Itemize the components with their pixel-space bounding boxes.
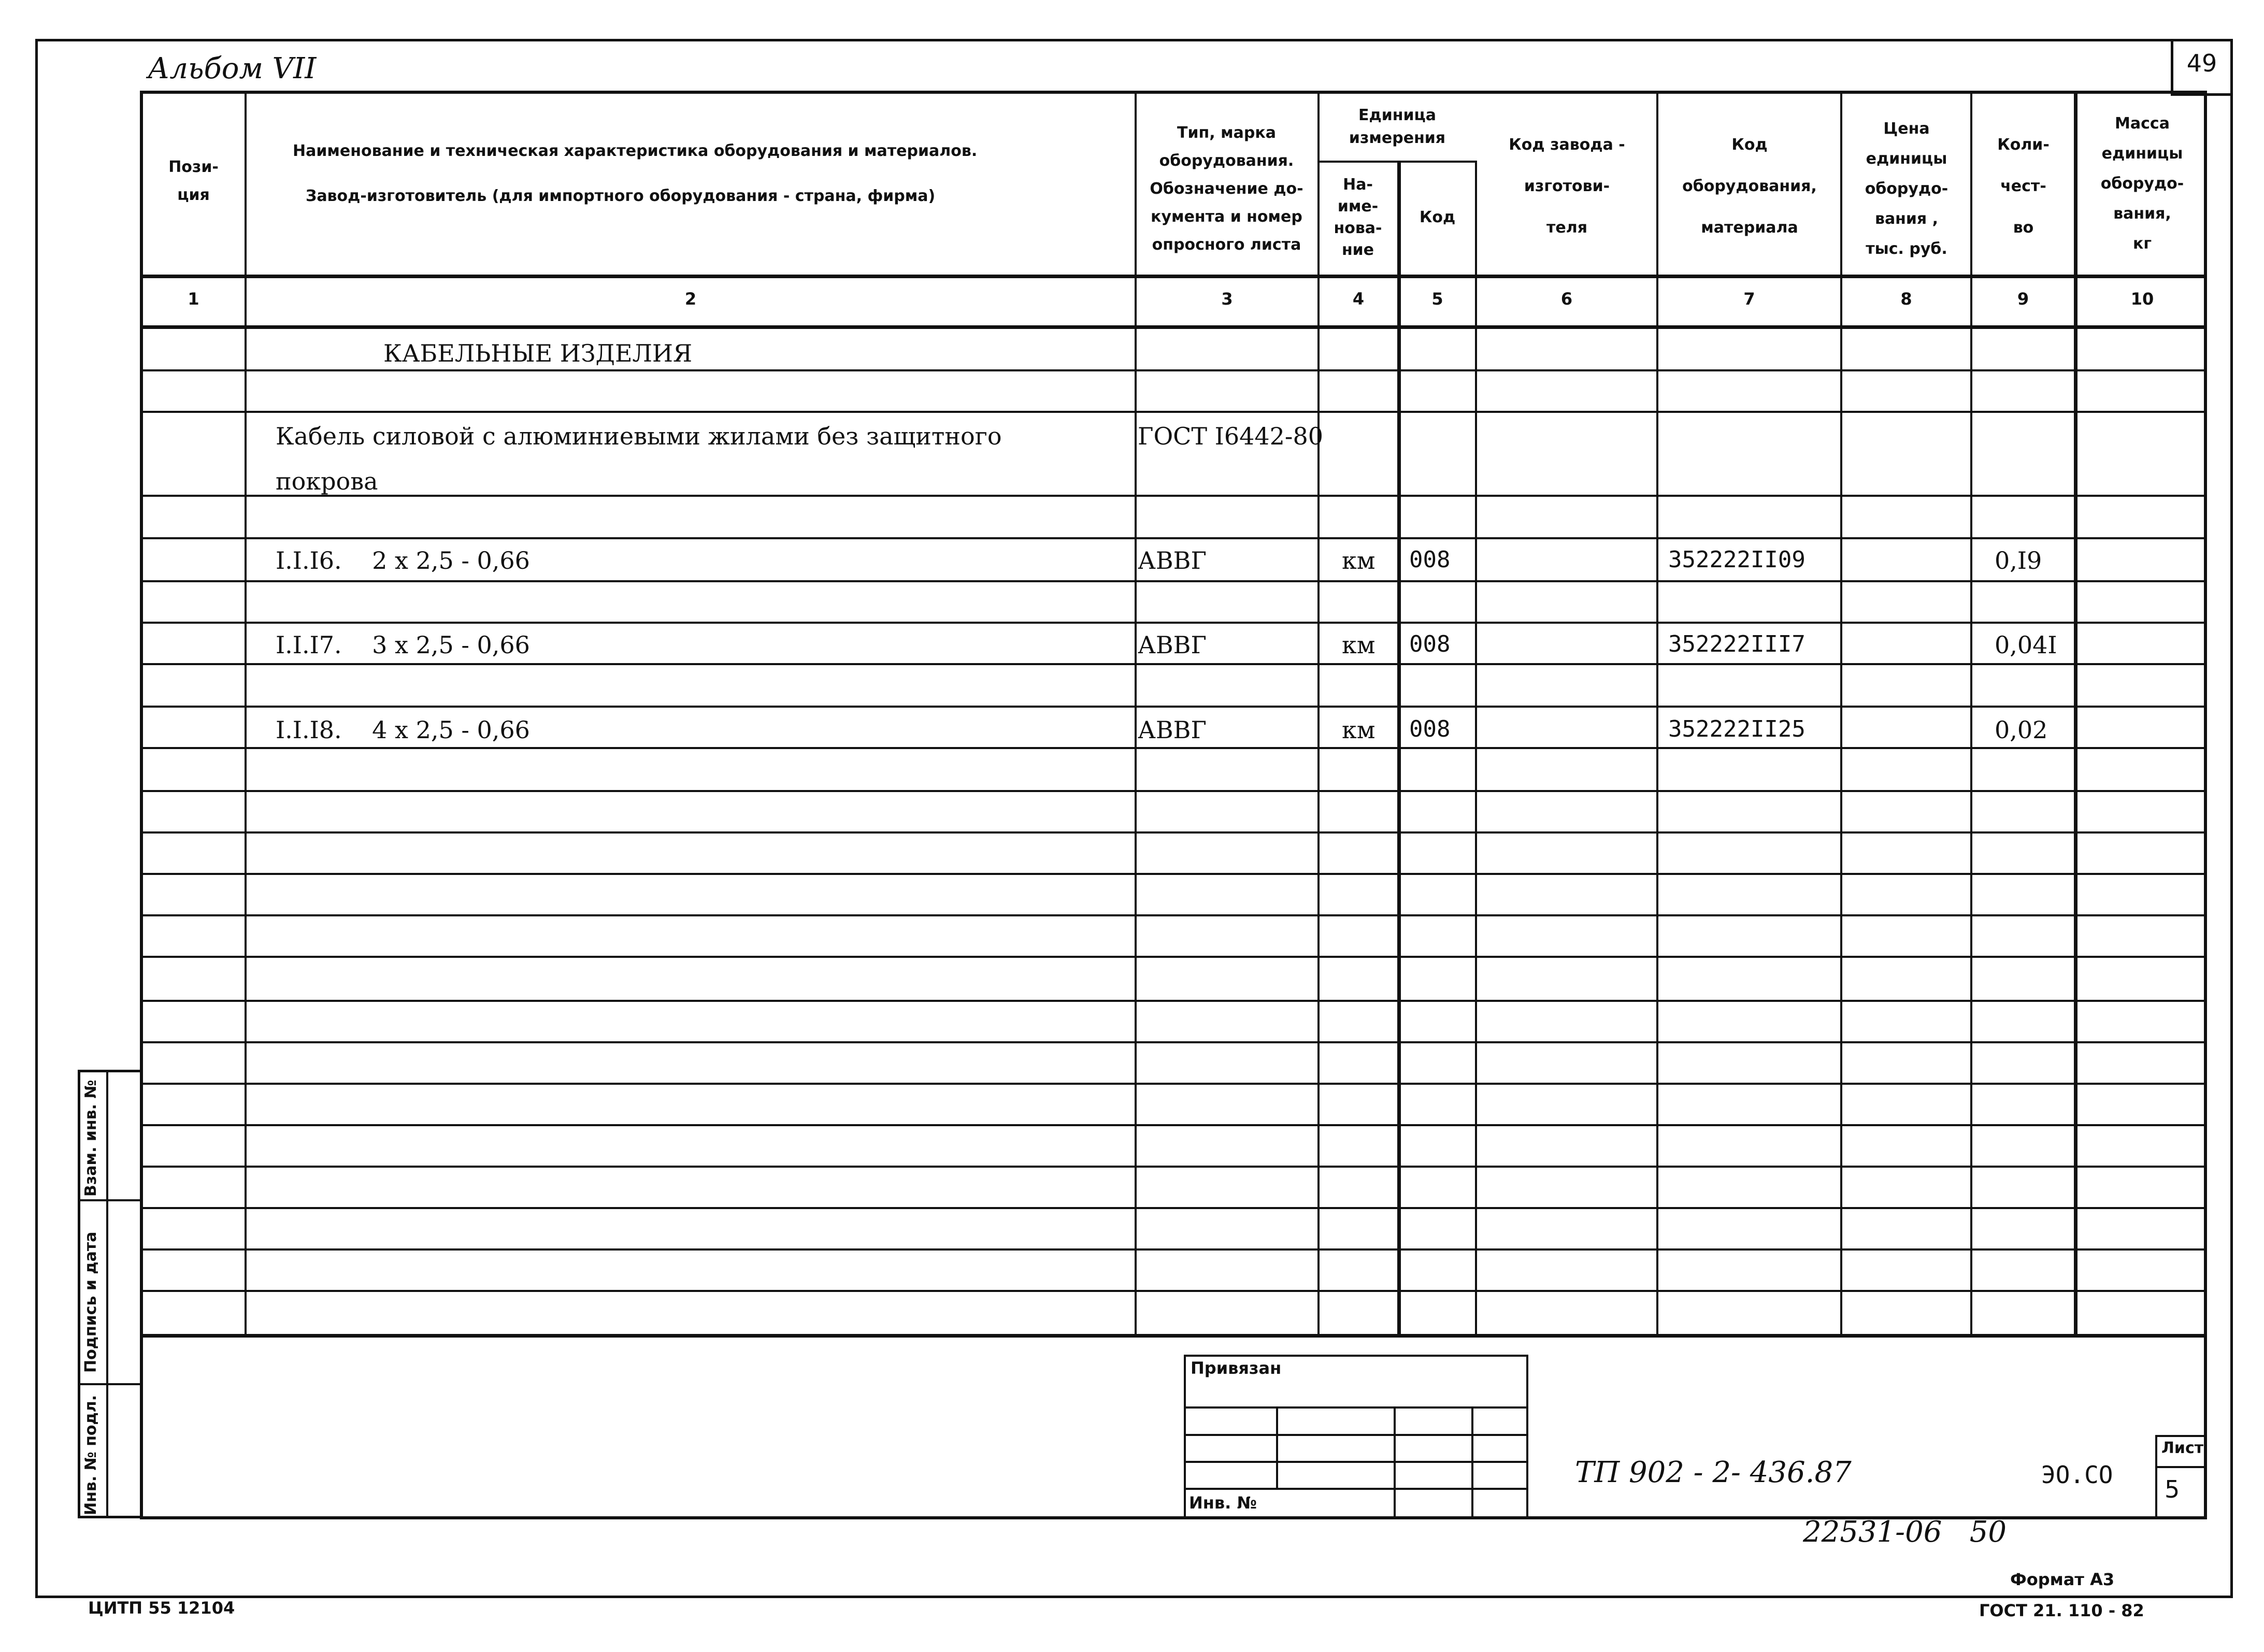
item-2-unit-code: 008 bbox=[1409, 631, 1451, 657]
sheet-number: 5 bbox=[2165, 1475, 2180, 1503]
col-line-8 bbox=[1970, 92, 1972, 1335]
col-line-3 bbox=[1317, 92, 1320, 1335]
row-line bbox=[140, 831, 2207, 834]
header-type: Тип, марка оборудования. Обозначение до- кумента и номер опросного листа bbox=[1150, 124, 1303, 254]
privyazan-line-3 bbox=[1184, 1461, 1528, 1463]
doc-suffix: ЭО.СО bbox=[2041, 1461, 2113, 1489]
item-1-type: АВВГ bbox=[1138, 547, 1207, 574]
row-line bbox=[140, 873, 2207, 875]
colnum-6: 6 bbox=[1560, 289, 1573, 309]
item-3-quantity: 0,02 bbox=[1995, 716, 2048, 744]
privyazan-vline-1 bbox=[1276, 1406, 1278, 1488]
row-line bbox=[140, 1124, 2207, 1126]
row-line bbox=[140, 495, 2207, 497]
row-line bbox=[140, 956, 2207, 958]
item-3-type: АВВГ bbox=[1138, 716, 1207, 744]
cable-description-line2: покрова bbox=[276, 467, 378, 495]
colnum-9: 9 bbox=[2017, 289, 2029, 309]
header-unit-name: На- име- нова- ние bbox=[1334, 176, 1382, 259]
header-name-line2: Завод-изготовитель (для импортного оборудования - страна, фирма) bbox=[306, 187, 936, 205]
side-stamp-divider bbox=[106, 1070, 108, 1518]
item-3-unit-code: 008 bbox=[1409, 716, 1451, 742]
row-line bbox=[140, 1083, 2207, 1085]
header-bottom-line bbox=[140, 275, 2207, 278]
unit-group-line bbox=[1317, 161, 1475, 163]
privyazan-vline-3 bbox=[1471, 1406, 1473, 1519]
row-line bbox=[140, 580, 2207, 582]
row-line bbox=[140, 1000, 2207, 1002]
row-line bbox=[140, 537, 2207, 539]
side-stamp-line-2 bbox=[78, 1383, 143, 1385]
sheet-label: Лист bbox=[2161, 1439, 2204, 1457]
item-3-unit: км bbox=[1342, 716, 1375, 744]
doc-code: ТП 902 - 2- 436.87 bbox=[1575, 1456, 1852, 1489]
item-2-type: АВВГ bbox=[1138, 631, 1207, 659]
colnum-3: 3 bbox=[1221, 289, 1233, 309]
section-title: КАБЕЛЬНЫЕ ИЗДЕЛИЯ bbox=[383, 339, 693, 367]
col-line-7 bbox=[1840, 92, 1842, 1335]
row-line bbox=[140, 1290, 2207, 1292]
inv-no-label: Инв. № bbox=[1189, 1493, 1257, 1513]
item-1-position-name: I.I.I6. 2 х 2,5 - 0,66 bbox=[276, 547, 530, 574]
privyazan-line-2 bbox=[1184, 1434, 1528, 1436]
col-line-6 bbox=[1656, 92, 1658, 1335]
colnum-2: 2 bbox=[684, 289, 697, 309]
col-line-2 bbox=[1135, 92, 1137, 1335]
header-name-line1: Наименование и техническая характеристика оборудования и материалов. bbox=[293, 142, 978, 160]
row-line bbox=[140, 369, 2207, 371]
item-3-material-code: 352222II25 bbox=[1668, 716, 1806, 742]
item-2-material-code: 352222III7 bbox=[1668, 631, 1806, 657]
colnum-10: 10 bbox=[2130, 289, 2154, 309]
header-factory-code: Код завода - изготови- теля bbox=[1509, 136, 1625, 237]
cable-description-line1: Кабель силовой с алюминиевыми жилами без защитного bbox=[276, 422, 1002, 450]
row-line bbox=[140, 1207, 2207, 1209]
grid-bottom-line bbox=[140, 1334, 2207, 1338]
side-inv-podl-label: Инв. № подл. bbox=[82, 1395, 100, 1515]
row-line bbox=[140, 663, 2207, 665]
item-2-unit: км bbox=[1342, 631, 1375, 659]
colnum-7: 7 bbox=[1743, 289, 1755, 309]
side-stamp-line-1 bbox=[78, 1199, 143, 1201]
gost-label: ГОСТ 21. 110 - 82 bbox=[1979, 1601, 2144, 1620]
side-vzam-label: Взам. инв. № bbox=[82, 1080, 100, 1197]
item-2-position-name: I.I.I7. 3 х 2,5 - 0,66 bbox=[276, 631, 530, 659]
privyazan-line-1 bbox=[1184, 1406, 1528, 1409]
privyazan-line-4 bbox=[1184, 1488, 1528, 1490]
printer-label: ЦИТП 55 12104 bbox=[88, 1598, 235, 1618]
row-line bbox=[140, 706, 2207, 708]
item-1-material-code: 352222II09 bbox=[1668, 547, 1806, 573]
page-number: 49 bbox=[2186, 49, 2217, 77]
format-label: Формат А3 bbox=[2010, 1570, 2115, 1589]
sheet-box-line bbox=[2155, 1466, 2207, 1468]
colnum-8: 8 bbox=[1900, 289, 1912, 309]
colnum-5: 5 bbox=[1431, 289, 1443, 309]
item-1-unit-code: 008 bbox=[1409, 547, 1451, 573]
item-2-quantity: 0,04I bbox=[1995, 631, 2057, 659]
header-price: Цена единицы оборудо- вания , тыс. руб. bbox=[1865, 120, 1948, 258]
colnum-bottom-line bbox=[140, 325, 2207, 329]
header-unit-code: Код bbox=[1419, 208, 1456, 226]
row-line bbox=[140, 622, 2207, 624]
header-material-code: Код оборудования, материала bbox=[1682, 136, 1817, 237]
row-line bbox=[140, 790, 2207, 792]
cable-gost: ГОСТ I6442-80 bbox=[1138, 422, 1323, 450]
header-quantity: Коли- чест- во bbox=[1997, 136, 2050, 237]
col-line-1 bbox=[245, 92, 247, 1335]
album-label: Альбом VII bbox=[148, 52, 317, 85]
header-mass: Масса единицы оборудо- вания, кг bbox=[2100, 114, 2184, 253]
row-line bbox=[140, 1041, 2207, 1043]
privyazan-vline-2 bbox=[1394, 1406, 1396, 1519]
privyazan-label: Привязан bbox=[1191, 1358, 1282, 1378]
header-position: Пози- ция bbox=[168, 158, 219, 204]
col-line-9 bbox=[2074, 92, 2077, 1335]
row-line bbox=[140, 411, 2207, 413]
item-1-quantity: 0,I9 bbox=[1995, 547, 2042, 574]
header-unit-group: Единица измерения bbox=[1349, 106, 1446, 147]
row-line bbox=[140, 1248, 2207, 1251]
side-podpis-label: Подпись и дата bbox=[82, 1231, 100, 1373]
handwritten-number: 22531-06 50 bbox=[1803, 1515, 2007, 1549]
item-1-unit: км bbox=[1342, 547, 1375, 574]
row-line bbox=[140, 747, 2207, 749]
row-line bbox=[140, 1166, 2207, 1168]
colnum-4: 4 bbox=[1352, 289, 1365, 309]
colnum-1: 1 bbox=[188, 289, 199, 309]
item-3-position-name: I.I.I8. 4 х 2,5 - 0,66 bbox=[276, 716, 530, 744]
row-line bbox=[140, 914, 2207, 916]
